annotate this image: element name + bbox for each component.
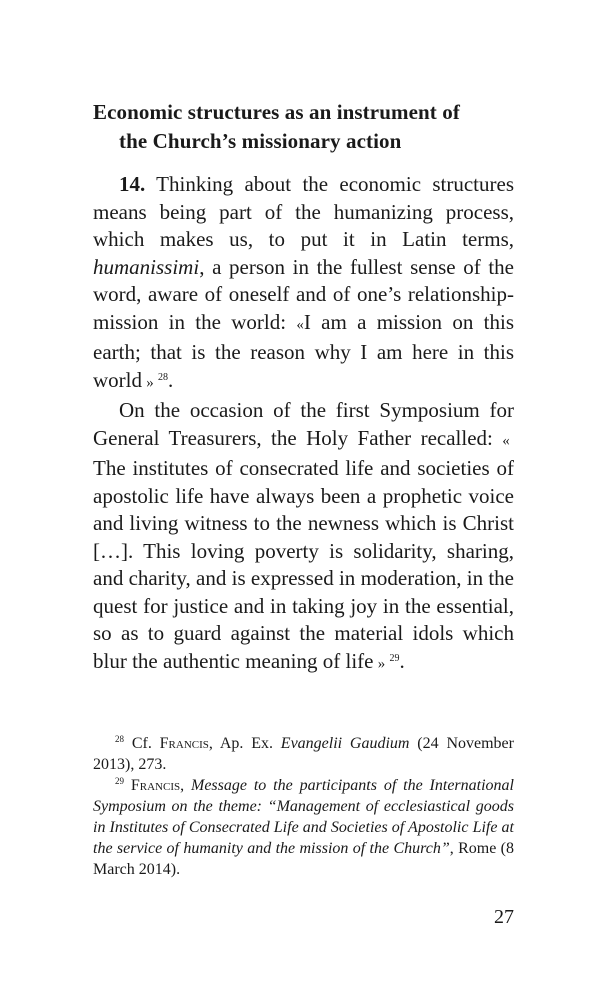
page-number: 27 (494, 906, 514, 928)
quote-close-mark: » (377, 655, 386, 672)
footnote-text: , Ap. Ex. (208, 735, 281, 752)
footnote-author: Francis (130, 777, 181, 794)
section-heading-line-2: the Church’s missionary action (119, 129, 402, 153)
paragraph-text: On the occasion of the first Symposium for General Treasurers, the Holy Father recalled: (93, 398, 514, 450)
latin-term: humanissimi (93, 254, 200, 279)
quotation: I am a mission on this earth; that is the reason why I am here in this world (93, 309, 514, 392)
footnote-mark: 29 (115, 776, 124, 786)
footnote-text: , Rome (8 March 2014). (93, 840, 514, 878)
body-text (93, 171, 514, 678)
footnote-title: Evangelii Gaudium (280, 735, 410, 752)
quote-open-mark: « (296, 316, 304, 333)
paragraph-symposium (93, 397, 514, 678)
quote-open-mark: « (502, 432, 510, 449)
footnote-text (124, 777, 131, 794)
section-heading (93, 98, 514, 156)
footnote-reference[interactable]: 28 (157, 371, 168, 383)
footnote-text: (24 November 2013), 273. (93, 735, 514, 773)
paragraph-end: . (399, 648, 405, 673)
footnote-28 (93, 733, 514, 775)
paragraph-text: , a person in the fullest sense of the word, aware of oneself and of one’s relationship-mission in the world: (93, 254, 514, 334)
quotation: The institutes of consecrated life and societies of apostolic life have always been a prophetic voice and living witness to the newness which is Christ […]. This loving poverty is solidarity, sharing, and charity, and is expressed in moderation, in the quest for justice and in taking joy in the essential, so as to guard against the material idols which blur the authentic meaning of life (93, 456, 514, 673)
paragraph-text: Thinking about the economic structures means being part of the humanizing process, which makes us, to put it in Latin terms, (93, 172, 514, 251)
footnote-title: Message to the participants of the International Symposium on the theme: “Management of ecclesiastical goods in Institutes of Consecrated Life and Societies of Apostolic Life at the service of humanity and the mission of the Church” (93, 777, 514, 857)
footnote-29 (93, 775, 514, 880)
page-content (93, 98, 514, 678)
footnote-reference[interactable]: 29 (389, 652, 400, 664)
paragraph-number: 14. (119, 172, 146, 196)
paragraph-end: . (167, 367, 174, 392)
footnotes (93, 733, 514, 880)
footnote-text: Cf. (124, 735, 160, 752)
section-heading-line-1: Economic structures as an instrument of (93, 100, 460, 124)
quote-close-mark: » (146, 374, 154, 391)
footnote-author: Francis (159, 735, 209, 752)
footnote-mark: 28 (115, 734, 124, 744)
paragraph-14 (93, 171, 514, 397)
footnote-text: , (180, 777, 191, 794)
